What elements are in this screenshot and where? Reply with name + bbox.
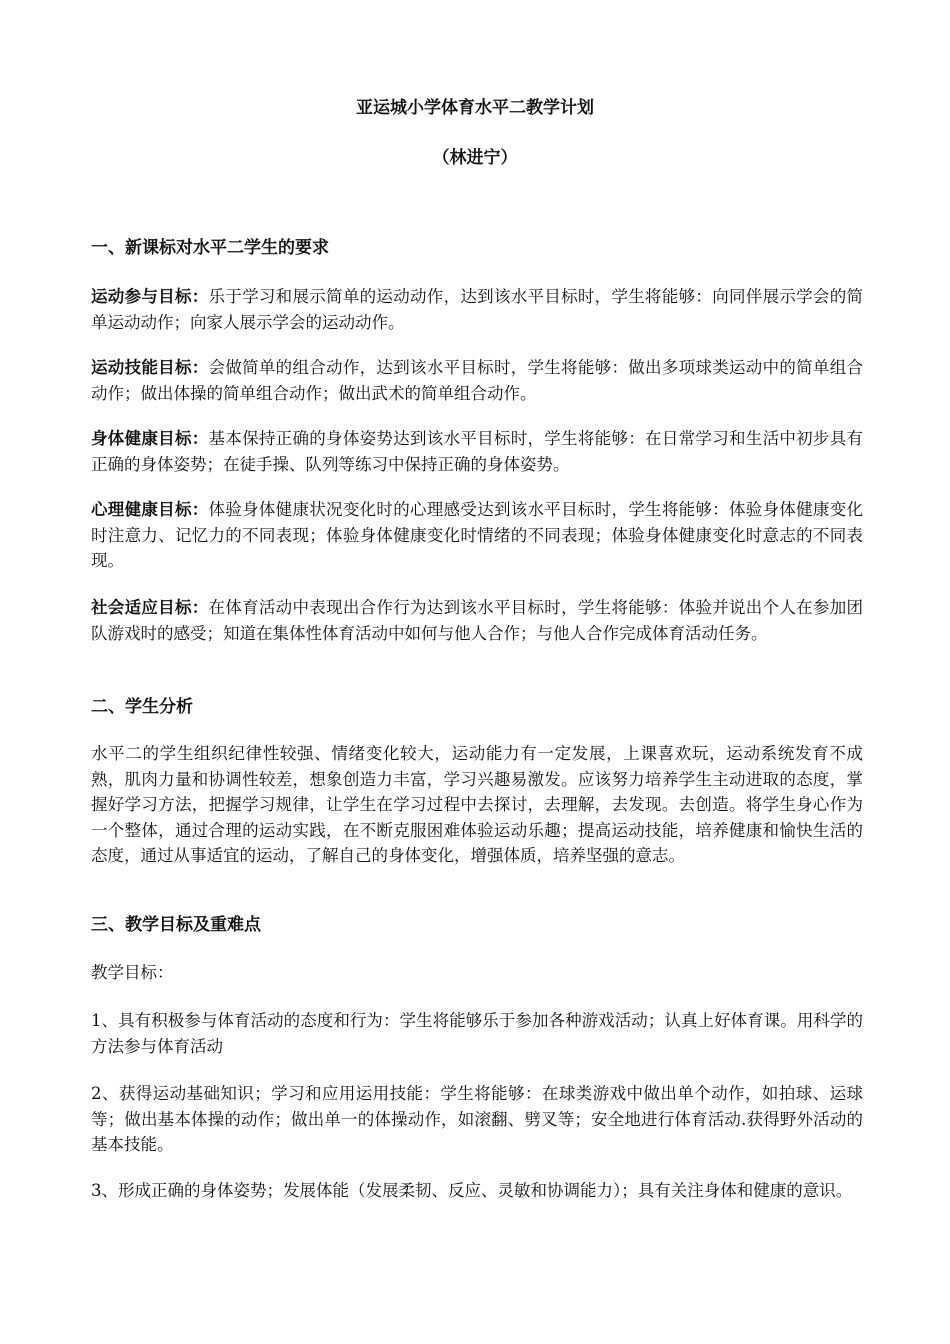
goal-label: 身体健康目标： — [91, 429, 209, 448]
student-analysis-text: 水平二的学生组织纪律性较强、情绪变化较大，运动能力有一定发展，上课喜欢玩，运动系统发育不成熟，肌肉力量和协调性较差，想象创造力丰富，学习兴趣易激发。应该努力培养学生主动进取的态度，掌握好学习方法，把握学习规律，让学生在学习过程中去探讨，去理解，去发现。去创造。将学生身心作为一个整体，通过合理的运动实践，在不断克服困难体验运动乐趣；提高运动技能，培养健康和愉快生活的态度，通过从事适宜的运动，了解自己的身体变化，增强体质，培养坚强的意志。 — [91, 744, 863, 865]
goal-text: 基本保持正确的身体姿势达到该水平目标时，学生将能够：在日常学习和生活中初步具有正确的身体姿势；在徒手操、队列等练习中保持正确的身体姿势。 — [91, 429, 864, 474]
goal-label: 运动参与目标： — [91, 287, 209, 306]
goal-social-adaptation — [91, 595, 863, 646]
goal-label: 社会适应目标： — [91, 598, 209, 617]
goal-text: 乐于学习和展示简单的运动动作，达到该水平目标时，学生将能够：向同伴展示学会的简单运动动作；向家人展示学会的运动动作。 — [91, 287, 864, 332]
section1-heading: 一、新课标对水平二学生的要求 — [91, 238, 329, 258]
section2-heading: 二、学生分析 — [91, 697, 193, 717]
goal-label: 心理健康目标： — [91, 500, 209, 519]
document-title: 亚运城小学体育水平二教学计划 — [356, 98, 594, 118]
teaching-goals-label: 教学目标： — [91, 963, 174, 982]
goal-text: 会做简单的组合动作，达到该水平目标时，学生将能够：做出多项球类运动中的简单组合动作；做出体操的简单组合动作；做出武术的简单组合动作。 — [91, 358, 864, 403]
section3-heading: 三、教学目标及重难点 — [91, 915, 261, 935]
document-author: （林进宁） — [432, 148, 518, 168]
teaching-goal-item: 3、形成正确的身体姿势；发展体能（发展柔韧、反应、灵敏和协调能力）；具有关注身体和健康的意识。 — [91, 1181, 853, 1200]
goal-mental-health — [91, 497, 863, 574]
goal-participation — [91, 284, 863, 335]
goal-text: 在体育活动中表现出合作行为达到该水平目标时，学生将能够：体验并说出个人在参加团队游戏时的感受；知道在集体性体育活动中如何与他人合作；与他人合作完成体育活动任务。 — [91, 598, 864, 643]
goal-label: 运动技能目标： — [91, 358, 209, 377]
goal-skills — [91, 355, 863, 406]
goal-physical-health — [91, 426, 863, 477]
goal-text: 体验身体健康状况变化时的心理感受达到该水平目标时，学生将能够：体验身体健康变化时注意力、记忆力的不同表现；体验身体健康变化时情绪的不同表现；体验身体健康变化时意志的不同表现。 — [91, 500, 864, 570]
teaching-goal-item: 2、获得运动基础知识；学习和应用运用技能：学生将能够：在球类游戏中做出单个动作，如拍球、运球等；做出基本体操的动作；做出单一的体操动作，如滚翻、劈叉等；安全地进行体育活动.获得野外活动的基本技能。 — [91, 1084, 863, 1154]
teaching-goal-item: 1、具有积极参与体育活动的态度和行为：学生将能够乐于参加各种游戏活动；认真上好体育课。用科学的方法参与体育活动 — [91, 1011, 863, 1056]
